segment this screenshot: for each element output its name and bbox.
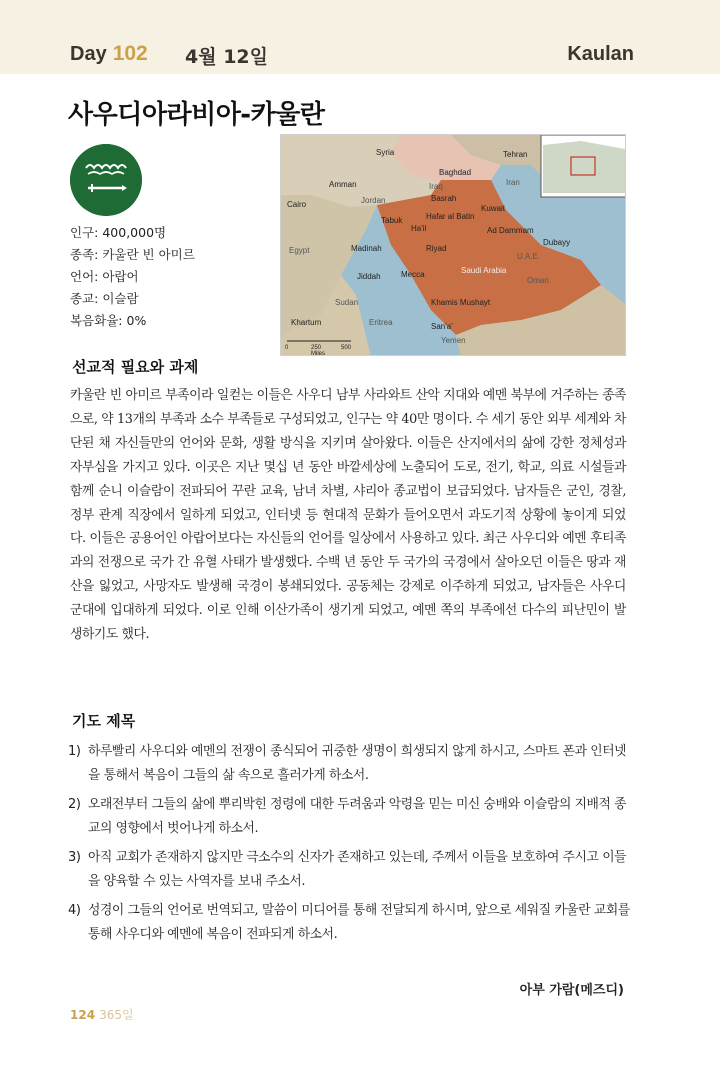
svg-text:Mecca: Mecca	[401, 270, 425, 279]
svg-text:U.A.E.: U.A.E.	[517, 252, 541, 261]
svg-text:Egypt: Egypt	[289, 246, 310, 255]
day-number: 102	[112, 42, 148, 65]
stat-religion: 종교: 이슬람	[70, 291, 139, 306]
svg-text:250: 250	[311, 345, 322, 351]
svg-text:Oman: Oman	[527, 276, 549, 285]
page-title: 사우디아라비아-카울란	[68, 100, 325, 130]
tribe-name-en: Kaulan	[567, 43, 634, 65]
svg-text:Syria: Syria	[376, 148, 395, 157]
svg-text:Khartum: Khartum	[291, 318, 322, 327]
svg-text:Baghdad: Baghdad	[439, 168, 472, 177]
svg-text:Miles: Miles	[311, 351, 326, 356]
prayer-item: 3) 아직 교회가 존재하지 않지만 극소수의 신자가 존재하고 있는데, 주께서 이들을 보호하여 주시고 이들을 양육할 수 있는 사역자를 보내 주소서.	[68, 850, 627, 889]
svg-text:Khamis Mushayt: Khamis Mushayt	[431, 298, 491, 307]
page-number: 124	[70, 1008, 96, 1022]
prayer-item: 2) 오래전부터 그들의 삶에 뿌리박힌 정령에 대한 두려움과 악령을 믿는 미신 숭배와 이슬람의 지배적 종교의 영향에서 벗어나게 하소서.	[68, 797, 627, 836]
svg-text:Saudi Arabia: Saudi Arabia	[461, 266, 507, 275]
author: 아부 가람(메즈디)	[519, 983, 624, 998]
svg-text:San'a': San'a'	[431, 322, 453, 331]
header-bar	[0, 0, 720, 74]
svg-text:Dubayy: Dubayy	[543, 238, 571, 247]
svg-text:Tabuk: Tabuk	[381, 216, 403, 225]
prayer-section-heading	[70, 710, 137, 731]
date: 4월 12일	[185, 46, 268, 68]
svg-text:Jiddah: Jiddah	[357, 272, 381, 281]
svg-text:Cairo: Cairo	[287, 200, 307, 209]
svg-text:Ad Dammam: Ad Dammam	[487, 226, 534, 235]
svg-text:Amman: Amman	[329, 180, 357, 189]
svg-text:Eritrea: Eritrea	[369, 318, 393, 327]
stat-evangelized: 복음화율: 0%	[70, 313, 147, 328]
svg-text:Hafar al Batin: Hafar al Batin	[426, 212, 475, 221]
svg-text:Kuwait: Kuwait	[481, 204, 506, 213]
stat-population: 인구: 400,000명	[70, 225, 167, 240]
region-map	[280, 134, 626, 356]
stats-list	[70, 222, 195, 332]
saudi-arabia-flag-icon	[70, 144, 142, 216]
svg-text:Tehran: Tehran	[503, 150, 528, 159]
svg-text:Iraq: Iraq	[429, 182, 443, 191]
svg-text:Yemen: Yemen	[441, 336, 466, 345]
mission-section-heading	[70, 356, 200, 377]
svg-text:Basrah: Basrah	[431, 194, 457, 203]
section-heading: 선교적 필요와 과제	[72, 358, 199, 376]
prayer-item: 4) 성경이 그들의 언어로 번역되고, 말씀이 미디어를 통해 전달되게 하시며, 앞으로 세워질 카울란 교회를 통해 사우디와 예멘에 복음이 전파되게 하소서.	[68, 903, 630, 942]
svg-text:Riyad: Riyad	[426, 244, 447, 253]
section-heading: 기도 제목	[72, 712, 136, 730]
page-footer	[70, 1006, 134, 1023]
prayer-item: 1) 하루빨리 사우디와 예멘의 전쟁이 종식되어 귀중한 생명이 희생되지 않게 하시고, 스마트 폰과 인터넷을 통해서 복음이 그들의 삶 속으로 흘러가게 하소서.	[68, 744, 627, 783]
svg-text:Ha'il: Ha'il	[411, 224, 427, 233]
svg-text:Iran: Iran	[506, 178, 520, 187]
flag-emblem	[70, 144, 142, 216]
book-label: 365일	[99, 1008, 134, 1022]
day-label: Day 102	[70, 42, 148, 65]
svg-text:500: 500	[341, 345, 352, 351]
prayer-list	[68, 740, 630, 952]
svg-text:Madinah: Madinah	[351, 244, 382, 253]
stat-people-group: 종족: 카울란 빈 아미르	[70, 247, 195, 262]
svg-text:0: 0	[285, 345, 289, 351]
stat-language: 언어: 아랍어	[70, 269, 139, 284]
mission-body: 카울란 빈 아미르 부족이라 일컫는 이들은 사우디 남부 사라와트 산악 지대와 예멘 북부에 거주하는 종족으로, 약 13개의 부족과 소수 부족들로 구성되었고, 인구는 약 40만 명이다. 수 세기 동안 외부 세계와 차단된 채 자신들만의 언어와 문화, 생활 방식을 지키며 살아왔다. 이들은 산지에서의 삶에 강한 정체성과 자부심을 가지고 있다. 이곳은 지난 몇십 년 동안 바깥세상에 노출되어 도로, 전기, 학교, 의료 시설들과 함께 순니 이슬람이 전파되어 꾸란 교육, 남녀 차별, 샤리아 종교법이 보급되었다. 남자들은 군인, 경찰, 정부 관계 직장에서 일하게 되었고, 인터넷 등 현대적 문화가 들어오면서 과도기적 상황에 놓이게 되었다. 이들은 공용어인 아랍어보다는 자신들의 언어를 일상에서 사용하고 있다. 최근 사우디와 예멘 후티족과의 전쟁으로 국가 간 유혈 사태가 발생했다. 수백 년 동안 두 국가의 국경에서 살아오던 이들은 땅과 재산을 잃었고, 사망자도 발생해 국경이 봉쇄되었다. 공동체는 강제로 이주하게 되었고, 남자들은 사우디 군대에 입대하게 되었다. 이로 인해 이산가족이 생기게 되었고, 예멘 쪽의 부족에선 다수의 피난민이 발생하기도 했다.	[70, 388, 626, 643]
svg-text:Jordan: Jordan	[361, 196, 386, 205]
svg-text:Sudan: Sudan	[335, 298, 359, 307]
